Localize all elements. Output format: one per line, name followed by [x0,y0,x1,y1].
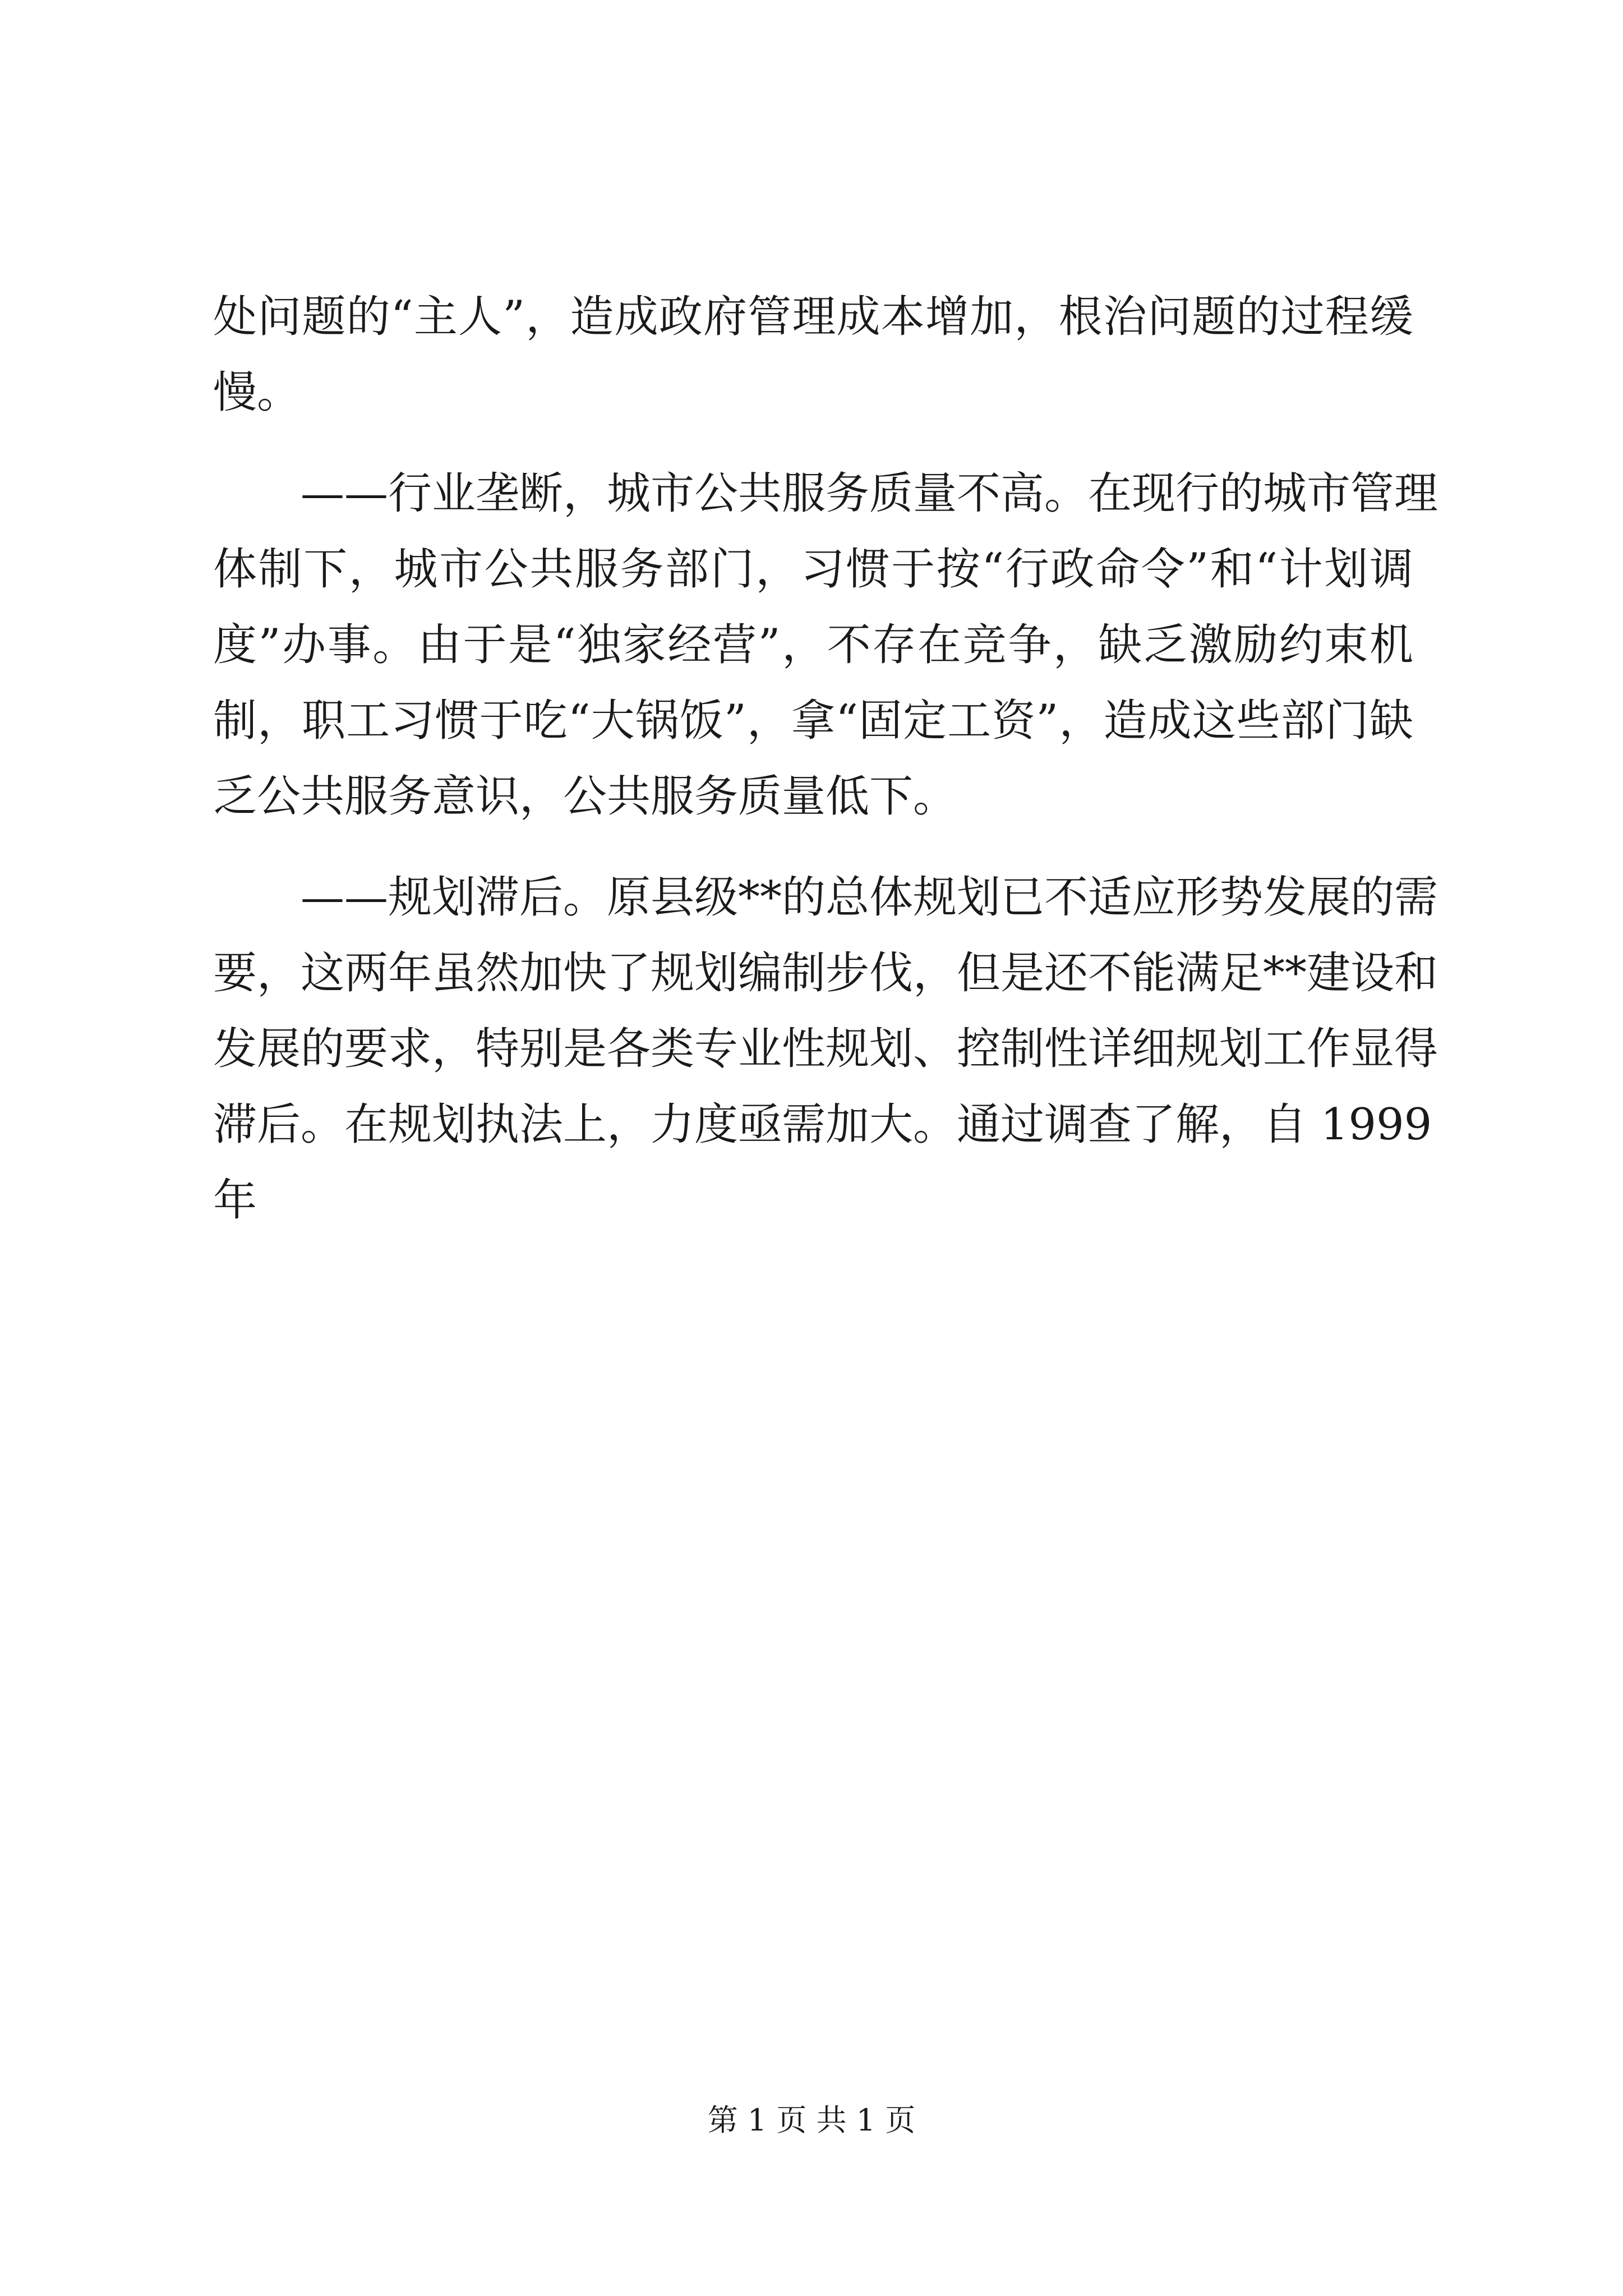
text-line-3: ——行业垄断，城市公共服务质量不高。在现行的城市管理 [213,468,1438,519]
page-footer: 第 1 页 共 1 页 [707,2102,916,2138]
text-line-9: 要，这两年虽然加快了规划编制步伐，但是还不能满足**建设和 [213,948,1438,999]
text-line-11: 滞后。在规划执法上，力度亟需加大。通过调查了解，自 1999 [213,1099,1432,1150]
text-line-8: ——规划滞后。原县级**的总体规划已不适应形势发展的需 [213,872,1438,923]
text-line-4: 体制下，城市公共服务部门，习惯于按“行政命令”和“计划调 [213,544,1413,595]
text-line-1: 处问题的“主人”，造成政府管理成本增加，根治问题的过程缓 [213,292,1413,342]
text-line-5: 度”办事。由于是“独家经营”，不存在竞争，缺乏激励约束机 [213,620,1413,670]
text-line-6: 制，职工习惯于吃“大锅饭”，拿“固定工资”，造成这些部门缺 [213,696,1413,746]
text-line-12: 年 [213,1175,257,1226]
text-line-10: 发展的要求，特别是各类专业性规划、控制性详细规划工作显得 [213,1024,1438,1074]
text-line-7: 乏公共服务意识，公共服务质量低下。 [213,771,957,822]
text-line-2: 慢。 [213,367,301,418]
